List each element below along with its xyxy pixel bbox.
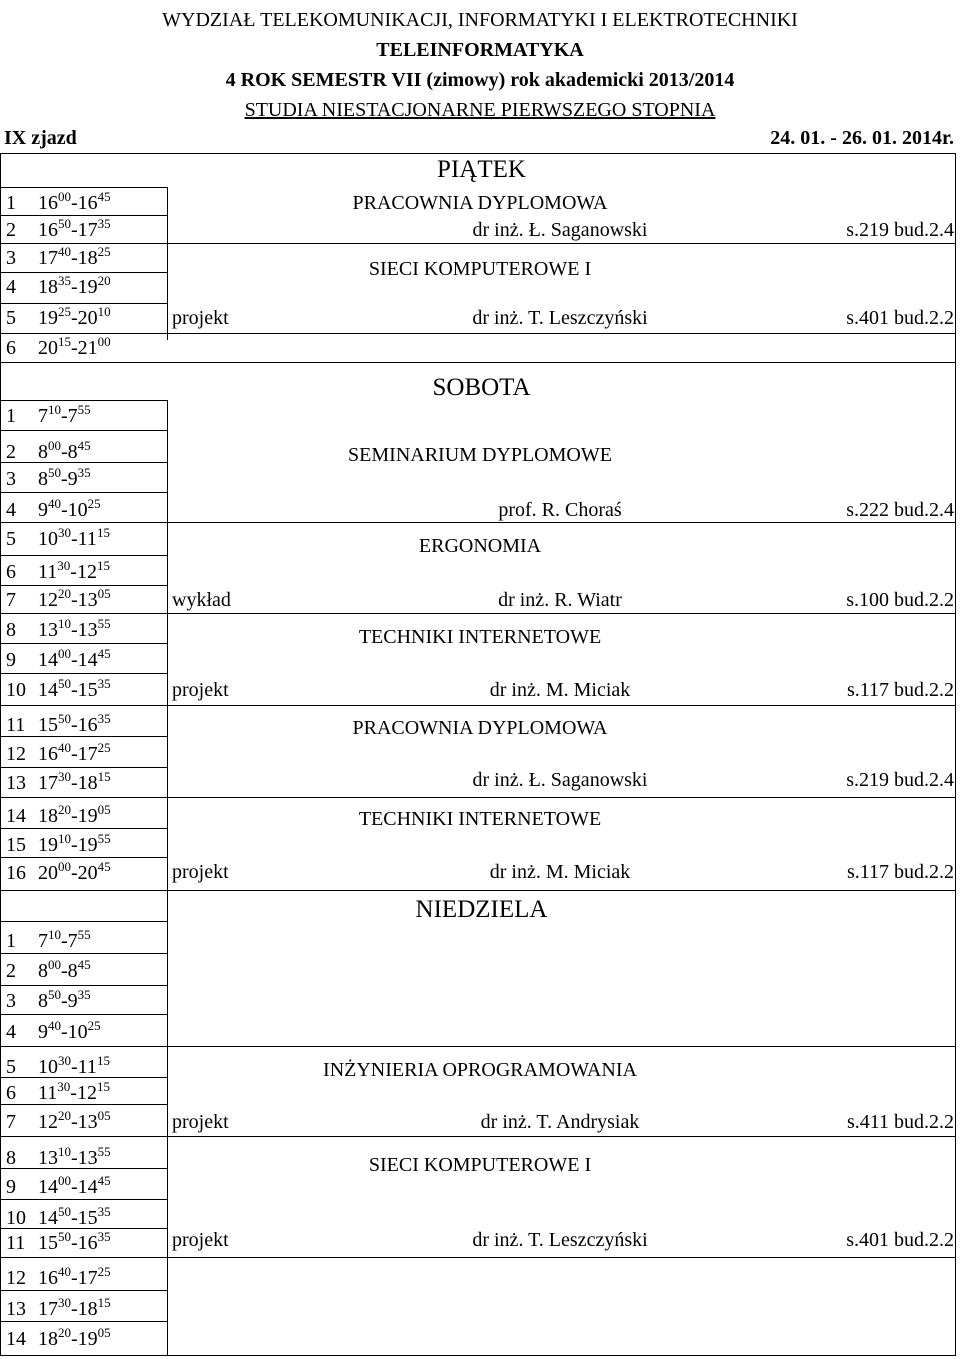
class-subject: TECHNIKI INTERNETOWE — [358, 626, 602, 648]
slot-number: 9 — [6, 649, 16, 671]
class-subject: SIECI KOMPUTEROWE I — [368, 258, 592, 280]
class-teacher: dr inż. M. Miciak — [489, 679, 631, 701]
row-divider — [0, 1257, 956, 1258]
slot-number: 12 — [6, 1267, 26, 1289]
slot-number: 9 — [6, 1176, 16, 1198]
slot-number: 14 — [6, 1328, 26, 1350]
slot-time: $8^{00}-8^{45}$ — [38, 957, 91, 982]
slot-time: $19^{25}-20^{10}$ — [38, 304, 111, 329]
slot-number: 13 — [6, 1298, 26, 1320]
row-divider — [0, 1077, 167, 1078]
class-subject: ERGONOMIA — [418, 535, 542, 557]
class-teacher: prof. R. Choraś — [498, 499, 622, 521]
slot-time: $18^{35}-19^{20}$ — [38, 273, 111, 298]
sunday-top-line — [0, 921, 167, 922]
class-subject: PRACOWNIA DYPLOMOWA — [352, 717, 608, 739]
row-divider — [0, 1199, 167, 1200]
day-divider — [0, 890, 956, 891]
slot-time: $17^{30}-18^{15}$ — [38, 1295, 111, 1320]
slot-number: 1 — [6, 405, 16, 427]
session-label: IX zjazd — [4, 127, 77, 149]
slot-number: 16 — [6, 862, 26, 884]
row-divider — [0, 643, 167, 644]
slot-number: 11 — [6, 714, 26, 736]
study-mode: STUDIA NIESTACJONARNE PIERWSZEGO STOPNIA — [244, 99, 716, 121]
slot-time: $15^{50}-16^{35}$ — [38, 711, 111, 736]
slot-number: 15 — [6, 834, 26, 856]
row-divider — [0, 1136, 956, 1137]
row-divider — [0, 333, 956, 334]
slot-time: $7^{10}-7^{55}$ — [38, 402, 91, 427]
slot-time: $7^{10}-7^{55}$ — [38, 927, 91, 952]
row-divider — [0, 857, 167, 858]
row-divider — [0, 828, 167, 829]
day-title-sunday: NIEDZIELA — [415, 896, 548, 923]
row-divider — [0, 1014, 167, 1015]
slot-time: $16^{40}-17^{25}$ — [38, 1264, 111, 1289]
day-title-friday: PIĄTEK — [437, 156, 526, 183]
row-divider — [0, 1228, 167, 1229]
slot-time: $12^{20}-13^{05}$ — [38, 586, 111, 611]
slot-time: $18^{20}-19^{05}$ — [38, 1325, 111, 1350]
class-subject: SEMINARIUM DYPLOMOWE — [348, 444, 612, 466]
slot-time: $14^{00}-14^{45}$ — [38, 646, 111, 671]
slot-number: 1 — [6, 192, 16, 214]
class-type: projekt — [172, 679, 229, 701]
slot-time: $18^{20}-19^{05}$ — [38, 802, 111, 827]
slot-number: 8 — [6, 619, 16, 641]
class-room: s.219 bud.2.4 — [846, 219, 954, 241]
row-divider — [0, 1321, 167, 1322]
slot-number: 4 — [6, 1021, 16, 1043]
slot-time: $16^{40}-17^{25}$ — [38, 740, 111, 765]
slot-time: $14^{00}-14^{45}$ — [38, 1173, 111, 1198]
day-title-saturday: SOBOTA — [432, 374, 531, 401]
class-teacher: dr inż. Ł. Saganowski — [472, 769, 648, 791]
column-divider — [167, 890, 168, 1356]
row-divider — [0, 1104, 167, 1105]
slot-time: $11^{30}-12^{15}$ — [38, 558, 110, 583]
slot-time: $13^{10}-13^{55}$ — [38, 616, 111, 641]
column-divider — [167, 400, 168, 890]
row-divider — [0, 953, 167, 954]
program-title: TELEINFORMATYKA — [376, 39, 584, 61]
slot-number: 2 — [6, 441, 16, 463]
day-divider — [0, 362, 956, 363]
slot-number: 8 — [6, 1147, 16, 1169]
class-type: projekt — [172, 861, 229, 883]
row-divider — [0, 215, 167, 216]
class-room: s.117 bud.2.2 — [846, 679, 954, 701]
slot-time: $8^{50}-9^{35}$ — [38, 465, 91, 490]
class-teacher: dr inż. T. Andrysiak — [480, 1111, 640, 1133]
slot-number: 10 — [6, 679, 26, 701]
slot-time: $12^{20}-13^{05}$ — [38, 1108, 111, 1133]
slot-time: $20^{15}-21^{00}$ — [38, 334, 111, 359]
row-divider — [0, 985, 167, 986]
row-divider — [0, 555, 167, 556]
slot-time: $15^{50}-16^{35}$ — [38, 1229, 111, 1254]
class-room: s.222 bud.2.4 — [846, 499, 954, 521]
slot-number: 6 — [6, 337, 16, 359]
slot-number: 5 — [6, 1056, 16, 1078]
slot-number: 11 — [6, 1232, 26, 1254]
row-divider — [0, 705, 956, 706]
slot-time: $10^{30}-11^{15}$ — [38, 525, 110, 550]
class-teacher: dr inż. M. Miciak — [489, 861, 631, 883]
slot-number: 4 — [6, 499, 16, 521]
slot-number: 6 — [6, 1082, 16, 1104]
slot-time: $17^{30}-18^{15}$ — [38, 769, 111, 794]
row-divider — [0, 736, 167, 737]
class-subject: INŻYNIERIA OPROGRAMOWANIA — [323, 1059, 637, 1081]
saturday-top-line — [0, 400, 167, 401]
slot-number: 13 — [6, 772, 26, 794]
slot-time: $9^{40}-10^{25}$ — [38, 496, 101, 521]
friday-top-line — [0, 187, 167, 188]
row-divider — [0, 613, 956, 614]
faculty-title: WYDZIAŁ TELEKOMUNIKACJI, INFORMATYKI I ELEKTROTECHNIKI — [162, 9, 798, 31]
row-divider — [0, 243, 956, 244]
slot-number: 14 — [6, 805, 26, 827]
row-divider — [0, 272, 167, 273]
slot-number: 6 — [6, 561, 16, 583]
slot-time: $14^{50}-15^{35}$ — [38, 1204, 111, 1229]
slot-time: $19^{10}-19^{55}$ — [38, 831, 111, 856]
class-subject: TECHNIKI INTERNETOWE — [358, 808, 602, 830]
slot-number: 5 — [6, 307, 16, 329]
row-divider — [0, 1290, 167, 1291]
slot-number: 10 — [6, 1207, 26, 1229]
slot-time: $8^{00}-8^{45}$ — [38, 438, 91, 463]
class-room: s.411 bud.2.2 — [846, 1111, 954, 1133]
slot-number: 2 — [6, 219, 16, 241]
class-room: s.100 bud.2.2 — [846, 589, 954, 611]
slot-time: $20^{00}-20^{45}$ — [38, 859, 111, 884]
column-divider — [167, 187, 168, 340]
row-divider — [0, 673, 167, 674]
class-type: projekt — [172, 1111, 229, 1133]
slot-number: 4 — [6, 276, 16, 298]
class-teacher: dr inż. T. Leszczyński — [472, 307, 648, 329]
slot-number: 1 — [6, 930, 16, 952]
row-divider — [0, 430, 167, 431]
slot-number: 2 — [6, 960, 16, 982]
row-divider — [0, 303, 167, 304]
class-type: projekt — [172, 307, 229, 329]
slot-time: $17^{40}-18^{25}$ — [38, 244, 111, 269]
slot-number: 3 — [6, 990, 16, 1012]
slot-time: $13^{10}-13^{55}$ — [38, 1144, 111, 1169]
class-teacher: dr inż. T. Leszczyński — [472, 1229, 648, 1251]
row-divider — [0, 522, 956, 523]
class-type: wykład — [172, 589, 231, 611]
class-room: s.401 bud.2.2 — [846, 307, 954, 329]
class-room: s.117 bud.2.2 — [846, 861, 954, 883]
slot-number: 3 — [6, 247, 16, 269]
slot-time: $8^{50}-9^{35}$ — [38, 987, 91, 1012]
session-dates: 24. 01. - 26. 01. 2014r. — [770, 127, 954, 149]
class-room: s.219 bud.2.4 — [846, 769, 954, 791]
class-subject: PRACOWNIA DYPLOMOWA — [352, 192, 608, 214]
slot-number: 7 — [6, 1111, 16, 1133]
row-divider — [0, 1168, 167, 1169]
class-teacher: dr inż. Ł. Saganowski — [472, 219, 648, 241]
year-semester: 4 ROK SEMESTR VII (zimowy) rok akademicki 2013/2014 — [225, 69, 735, 91]
slot-time: $11^{30}-12^{15}$ — [38, 1079, 110, 1104]
row-divider — [0, 585, 167, 586]
class-teacher: dr inż. R. Wiatr — [498, 589, 622, 611]
slot-time: $16^{00}-16^{45}$ — [38, 189, 111, 214]
row-divider — [0, 1046, 956, 1047]
slot-number: 12 — [6, 743, 26, 765]
class-subject: SIECI KOMPUTEROWE I — [368, 1154, 592, 1176]
slot-time: $14^{50}-15^{35}$ — [38, 676, 111, 701]
class-type: projekt — [172, 1229, 229, 1251]
class-room: s.401 bud.2.2 — [846, 1229, 954, 1251]
row-divider — [0, 797, 956, 798]
slot-number: 5 — [6, 528, 16, 550]
slot-time: $9^{40}-10^{25}$ — [38, 1018, 101, 1043]
row-divider — [0, 767, 167, 768]
slot-number: 3 — [6, 468, 16, 490]
row-divider — [0, 462, 167, 463]
slot-time: $10^{30}-11^{15}$ — [38, 1053, 110, 1078]
slot-number: 7 — [6, 589, 16, 611]
slot-time: $16^{50}-17^{35}$ — [38, 216, 111, 241]
row-divider — [0, 492, 167, 493]
